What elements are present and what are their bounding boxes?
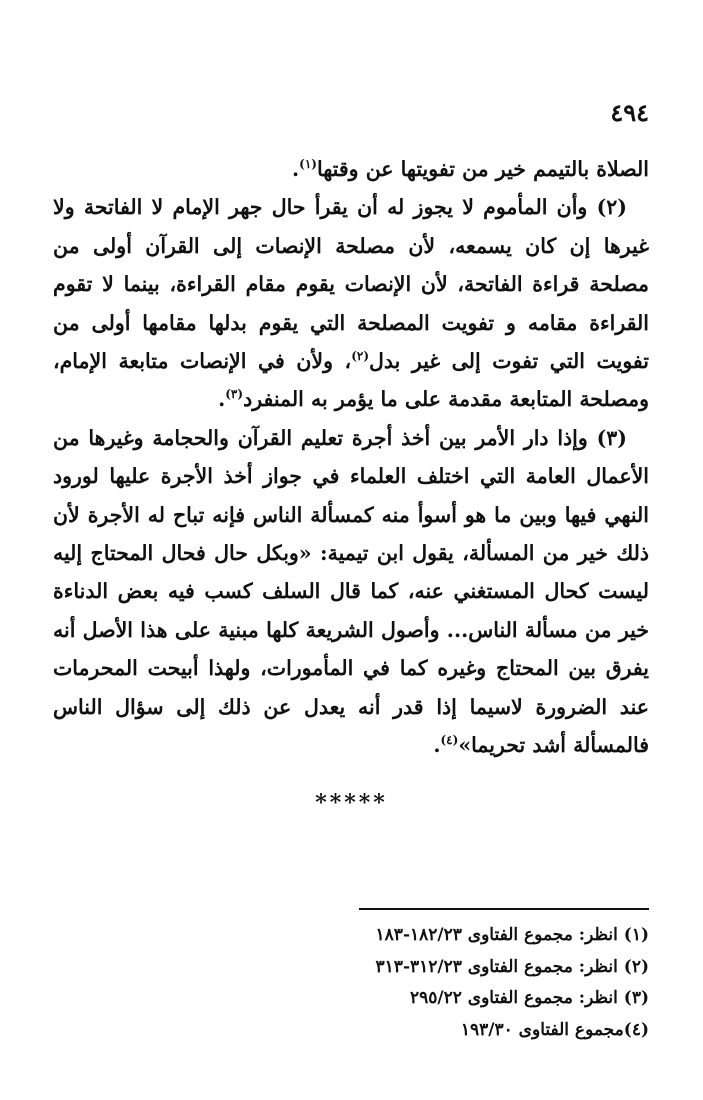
section-separator: ***** — [315, 790, 388, 816]
paragraph — [53, 150, 649, 188]
footnote-reference: (٤) — [440, 733, 459, 748]
footnote: (٣) انظر: مجموع الفتاوى ٢٩٥/٢٢ — [410, 988, 649, 1008]
page-number: ٤٩٤ — [610, 98, 649, 127]
paragraph-text: (٣) وإذا دار الأمر بين أخذ أجرة تعليم القرآن والحجامة وغيرها من الأعمال العامة التي اختلف العلماء في جواز أخذ الأجرة عليها لورود النهي فيها وبين ما هو أسوأ منه كمسألة الناس فإنه تباح له الأجرة لأن ذلك خير من المسألة، يقول ابن تيمية: «وبكل حال فحال المحتاج إليه ليست كحال المستغني عنه، كما قال السلف كسب فيه بعض الدناءة خير من مسألة الناس... وأصول الشريعة كلها مبنية على هذا الأصل أنه يفرق بين المحتاج وغيره كما في المأمورات، ولهذا أبيحت المحرمات عند الضرورة لاسيما إذا قدر أنه يعدل عن ذلك إلى سؤال الناس فالمسألة أشد تحريما» — [53, 425, 649, 758]
footnote: (٢) انظر: مجموع الفتاوى ٣١٢/٢٣-٣١٣ — [375, 956, 649, 977]
footnote-reference: (٢) — [351, 349, 370, 364]
paragraph — [53, 419, 649, 765]
footnote-divider — [359, 908, 649, 910]
paragraph-text: ، ولأن في الإنصات متابعة الإمام، ومصلحة المتابعة مقدمة على ما يؤمر به المنفرد — [53, 349, 649, 412]
paragraph-text: . — [218, 387, 226, 412]
footnote-reference: (٣) — [225, 387, 244, 402]
paragraph-text: . — [292, 157, 300, 181]
paragraph-text: الصلاة بالتيمم خير من تفويتها عن وقتها — [316, 157, 649, 181]
paragraph-text: . — [433, 733, 441, 758]
footnote-reference: (١) — [299, 157, 317, 172]
footnote: (٤)مجموع الفتاوى ١٩٣/٣٠ — [460, 1019, 649, 1040]
paragraph — [53, 188, 649, 418]
footnote: (١) انظر: مجموع الفتاوى ١٨٢/٢٣-١٨٣ — [375, 925, 649, 945]
body-text — [53, 150, 649, 765]
paragraph-text: (٢) وأن المأموم لا يجوز له أن يقرأ حال جهر الإمام لا الفاتحة ولا غيرها إن كان يسمعه، لأن مصلحة الإنصات إلى القرآن أولى من مصلحة قراءة الفاتحة، لأن الإنصات يقوم مقام القراءة، بينما لا تقوم القراءة مقامه و تفويت المصلحة التي يقوم بدلها مقامها أولى من تفويت التي تفوت إلى غير بدل — [53, 195, 649, 374]
footnotes-list — [289, 920, 649, 1046]
